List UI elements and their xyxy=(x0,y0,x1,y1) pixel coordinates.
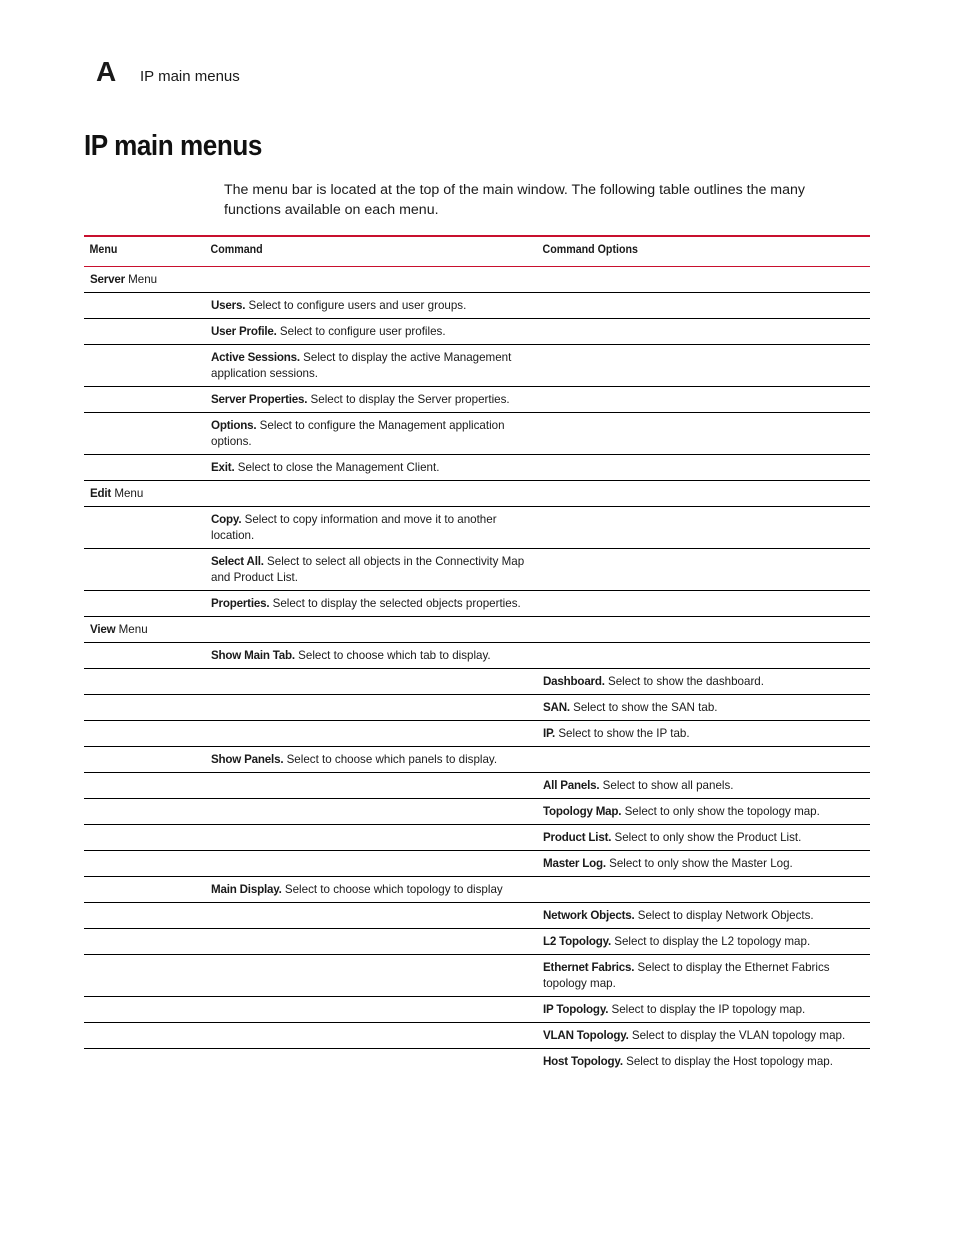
term-description: Select to only show the Product List. xyxy=(611,831,802,844)
term-description: Select to only show the topology map. xyxy=(621,805,820,818)
page-title: IP main menus xyxy=(84,130,262,162)
term-label: Host Topology. xyxy=(543,1055,623,1068)
menu-cell xyxy=(84,319,205,344)
table-row xyxy=(84,617,870,643)
command-options-cell xyxy=(537,773,870,798)
term-description: Select to show the IP tab. xyxy=(555,727,690,740)
term-label: Properties. xyxy=(211,597,270,610)
term-description: Select to show the dashboard. xyxy=(604,675,764,688)
term-description: Select to display the Ethernet Fabrics topology map. xyxy=(543,961,830,990)
menu-cell xyxy=(84,345,205,386)
term-label: L2 Topology. xyxy=(543,935,612,948)
menu-cell xyxy=(84,507,205,548)
menu-cell xyxy=(84,825,205,850)
term-label: IP. xyxy=(543,727,556,740)
command-cell xyxy=(205,721,537,746)
term-label: Network Objects. xyxy=(543,909,635,922)
table-row xyxy=(84,345,870,387)
command-options-cell xyxy=(537,929,870,954)
table-row xyxy=(84,643,870,669)
table-body xyxy=(84,267,870,1074)
menu-cell xyxy=(84,903,205,928)
command-cell xyxy=(205,903,537,928)
command-options-cell xyxy=(537,455,870,480)
command-cell xyxy=(205,851,537,876)
command-options-cell xyxy=(537,1023,870,1048)
command-cell xyxy=(205,455,537,480)
term-label: Edit xyxy=(90,487,112,500)
chapter-letter: A xyxy=(96,56,117,87)
term-label: Show Main Tab. xyxy=(211,649,295,662)
term-description: Select to choose which topology to display xyxy=(281,883,503,896)
command-cell xyxy=(205,997,537,1022)
table-row xyxy=(84,903,870,929)
term-description: Select to configure users and user groups. xyxy=(245,299,467,312)
table-row xyxy=(84,549,870,591)
term-description: Select to display the Server properties. xyxy=(307,393,510,406)
command-cell xyxy=(205,507,537,548)
term-description: Menu xyxy=(124,273,158,286)
menu-cell xyxy=(84,549,205,590)
command-options-cell xyxy=(537,1049,870,1074)
command-cell xyxy=(205,747,537,772)
table-row xyxy=(84,799,870,825)
menu-cell xyxy=(84,799,205,824)
table-row xyxy=(84,929,870,955)
table-row xyxy=(84,669,870,695)
term-label: Main Display. xyxy=(211,883,282,896)
intro-paragraph: The menu bar is located at the top of the main window. The following table outlines the many functions available on each menu. xyxy=(224,182,805,218)
command-options-cell xyxy=(537,481,870,506)
command-options-cell xyxy=(537,747,870,772)
menu-cell xyxy=(84,773,205,798)
menu-cell xyxy=(84,413,205,454)
table-row xyxy=(84,955,870,997)
menu-cell xyxy=(84,997,205,1022)
term-label: Active Sessions. xyxy=(211,351,300,364)
command-cell xyxy=(205,387,537,412)
term-label: IP Topology. xyxy=(543,1003,609,1016)
term-description: Select to display the selected objects properties. xyxy=(269,597,521,610)
command-cell xyxy=(205,695,537,720)
menu-table xyxy=(84,235,870,1074)
menu-cell xyxy=(84,877,205,902)
table-row xyxy=(84,695,870,721)
table-row xyxy=(84,747,870,773)
table-row xyxy=(84,481,870,507)
command-cell xyxy=(205,1023,537,1048)
command-options-cell xyxy=(537,851,870,876)
command-options-cell xyxy=(537,591,870,616)
table-row xyxy=(84,267,870,293)
menu-cell xyxy=(84,293,205,318)
command-cell xyxy=(205,549,537,590)
table-row xyxy=(84,851,870,877)
command-cell xyxy=(205,319,537,344)
term-description: Select to display the IP topology map. xyxy=(608,1003,806,1016)
command-options-cell xyxy=(537,997,870,1022)
menu-cell xyxy=(84,643,205,668)
term-label: Select All. xyxy=(211,555,264,568)
term-label: Ethernet Fabrics. xyxy=(543,961,635,974)
command-options-cell xyxy=(537,507,870,548)
table-row xyxy=(84,413,870,455)
command-options-cell xyxy=(537,721,870,746)
command-cell xyxy=(205,591,537,616)
term-label: Server xyxy=(90,273,125,286)
command-options-cell xyxy=(537,825,870,850)
term-description: Select to configure user profiles. xyxy=(276,325,446,338)
command-options-cell xyxy=(537,903,870,928)
term-description: Select to display Network Objects. xyxy=(634,909,814,922)
header-command: Command xyxy=(210,242,263,256)
command-options-cell xyxy=(537,877,870,902)
table-row xyxy=(84,721,870,747)
term-label: Options. xyxy=(211,419,257,432)
command-options-cell xyxy=(537,319,870,344)
table-row xyxy=(84,1023,870,1049)
command-cell xyxy=(205,345,537,386)
table-row xyxy=(84,387,870,413)
term-description: Select to copy information and move it to another location. xyxy=(211,513,497,542)
term-description: Select to select all objects in the Connectivity Map and Product List. xyxy=(211,555,525,584)
header-command-options: Command Options xyxy=(542,242,638,256)
term-label: User Profile. xyxy=(211,325,277,338)
term-description: Select to show the SAN tab. xyxy=(569,701,718,714)
command-options-cell xyxy=(537,413,870,454)
menu-cell xyxy=(84,747,205,772)
header-menu: Menu xyxy=(89,242,118,256)
term-description: Select to choose which panels to display. xyxy=(283,753,498,766)
term-description: Select to display the VLAN topology map. xyxy=(628,1029,846,1042)
command-cell xyxy=(205,825,537,850)
menu-cell xyxy=(84,929,205,954)
term-label: VLAN Topology. xyxy=(543,1029,629,1042)
menu-cell xyxy=(84,955,205,996)
command-options-cell xyxy=(537,955,870,996)
command-options-cell xyxy=(537,549,870,590)
command-cell xyxy=(205,669,537,694)
command-cell xyxy=(205,773,537,798)
command-cell xyxy=(205,413,537,454)
command-options-cell xyxy=(537,617,870,642)
menu-cell xyxy=(84,1049,205,1074)
term-label: Master Log. xyxy=(543,857,606,870)
term-description: Select to close the Management Client. xyxy=(234,461,440,474)
command-cell xyxy=(205,617,537,642)
menu-cell xyxy=(84,617,205,642)
term-description: Select to display the Host topology map. xyxy=(622,1055,833,1068)
command-cell xyxy=(205,955,537,996)
term-label: Topology Map. xyxy=(543,805,622,818)
term-description: Select to display the L2 topology map. xyxy=(611,935,811,948)
command-options-cell xyxy=(537,387,870,412)
menu-cell xyxy=(84,721,205,746)
table-row xyxy=(84,773,870,799)
command-options-cell xyxy=(537,799,870,824)
menu-cell xyxy=(84,695,205,720)
command-cell xyxy=(205,293,537,318)
command-cell xyxy=(205,929,537,954)
command-options-cell xyxy=(537,695,870,720)
table-row xyxy=(84,997,870,1023)
term-description: Select to display the active Management application sessions. xyxy=(211,351,512,380)
menu-cell xyxy=(84,591,205,616)
term-description: Select to show all panels. xyxy=(599,779,734,792)
term-label: Server Properties. xyxy=(211,393,308,406)
menu-cell xyxy=(84,387,205,412)
menu-cell xyxy=(84,669,205,694)
term-label: Users. xyxy=(211,299,246,312)
table-row xyxy=(84,507,870,549)
term-label: All Panels. xyxy=(543,779,600,792)
table-header-row xyxy=(84,237,870,267)
menu-cell xyxy=(84,267,205,292)
term-description: Menu xyxy=(115,623,148,636)
running-header xyxy=(96,56,240,90)
command-cell xyxy=(205,799,537,824)
command-cell xyxy=(205,643,537,668)
table-row xyxy=(84,319,870,345)
term-label: Show Panels. xyxy=(211,753,284,766)
term-description: Select to configure the Management application options. xyxy=(211,419,505,448)
command-cell xyxy=(205,481,537,506)
term-description: Menu xyxy=(111,487,144,500)
term-label: View xyxy=(90,623,116,636)
table-row xyxy=(84,877,870,903)
menu-cell xyxy=(84,1023,205,1048)
command-options-cell xyxy=(537,267,870,292)
table-row xyxy=(84,1049,870,1074)
command-cell xyxy=(205,267,537,292)
command-cell xyxy=(205,1049,537,1074)
term-description: Select to only show the Master Log. xyxy=(605,857,793,870)
command-cell xyxy=(205,877,537,902)
menu-cell xyxy=(84,455,205,480)
term-label: Exit. xyxy=(211,461,235,474)
running-header-title: IP main menus xyxy=(140,68,240,85)
command-options-cell xyxy=(537,669,870,694)
term-label: Product List. xyxy=(543,831,612,844)
table-row xyxy=(84,455,870,481)
term-label: Copy. xyxy=(211,513,242,526)
table-row xyxy=(84,293,870,319)
menu-cell xyxy=(84,851,205,876)
menu-cell xyxy=(84,481,205,506)
term-label: SAN. xyxy=(543,701,570,714)
table-row xyxy=(84,825,870,851)
term-label: Dashboard. xyxy=(543,675,605,688)
command-options-cell xyxy=(537,345,870,386)
command-options-cell xyxy=(537,293,870,318)
command-options-cell xyxy=(537,643,870,668)
term-description: Select to choose which tab to display. xyxy=(294,649,491,662)
table-row xyxy=(84,591,870,617)
